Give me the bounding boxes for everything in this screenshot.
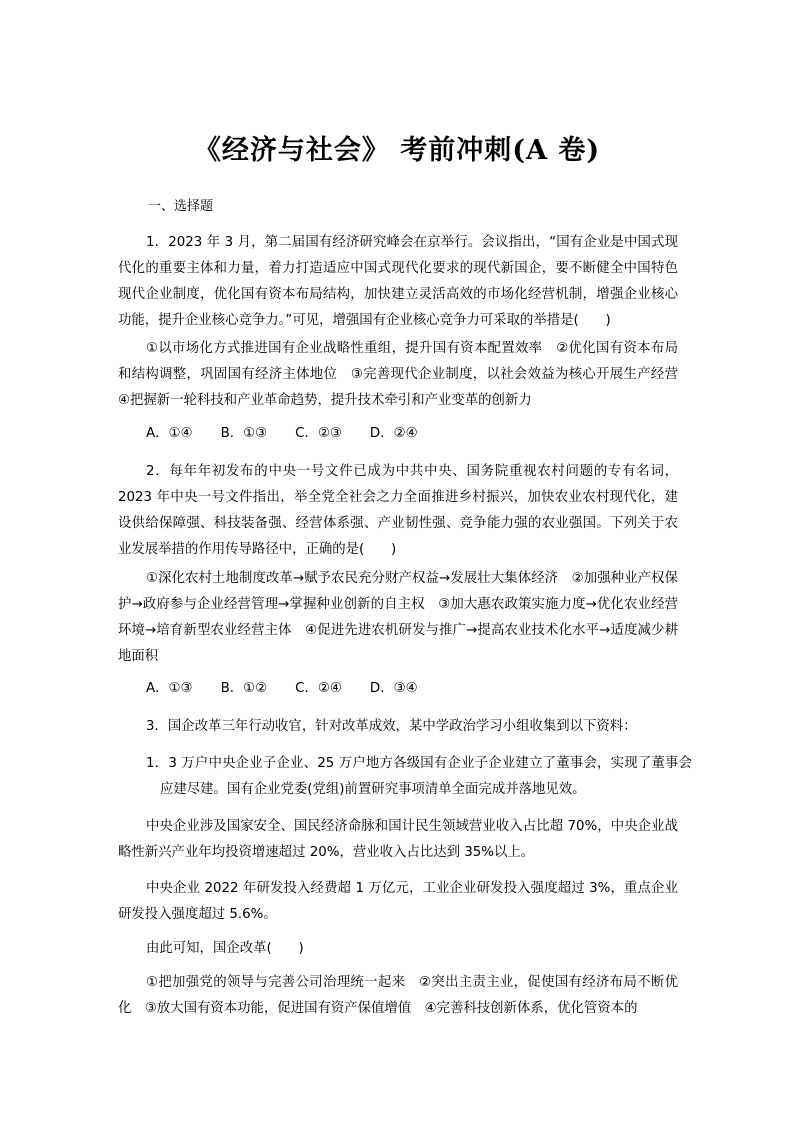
question-1-stem: 1．2023 年 3 月，第二届国有经济研究峰会在京举行。会议指出，“国有企业是中国式现代化的重要主体和力量，着力打造适应中国式现代化要求的现代新国企，要不断健全中国特色现代企业制度，优化国有资本布局结构，加快建立灵活高效的市场化经营机制，增强企业核心功能，提升企业核心竞争力。”可见，增强国有企业核心竞争力可采取的举措是( ) — [118, 235, 678, 328]
question-3-material-3: 中央企业 2022 年研发投入经费超 1 万亿元，工业企业研发投入强度超过 3%，重点企业研发投入强度超过 5.6%。 — [118, 881, 678, 922]
choice-b: B．①② — [220, 681, 268, 696]
question-3-material-1: 1．3 万户中央企业子企业、25 万户地方各级国有企业子企业建立了董事会，实现了董事会应建尽建。国有企业党委(党组)前置研究事项清单全面完成并落地见效。 — [146, 756, 692, 797]
section-heading: 一、选择题 — [148, 199, 214, 214]
question-3-material-2: 中央企业涉及国家安全、国民经济命脉和国计民生领域营业收入占比超 70%，中央企业战略性新兴产业年均投资增速超过 20%，营业收入占比达到 35%以上。 — [118, 819, 678, 860]
choice-c: C．②③ — [295, 426, 342, 441]
choice-a: A．①③ — [146, 681, 193, 696]
choice-a: A．①④ — [146, 426, 193, 441]
question-3-options: ①把加强党的领导与完善公司治理统一起来 ②突出主责主业，促使国有经济布局不断优化 ③放大国有资本功能，促进国有资产保值增值 ④完善科技创新体系，优化管资本的 — [118, 975, 678, 1016]
choice-d: D．②④ — [369, 426, 418, 441]
question-1-choices — [146, 421, 666, 447]
choice-b: B．①③ — [220, 426, 268, 441]
question-2-options: ①深化农村土地制度改革→赋予农民充分财产权益→发展壮大集体经济 ②加强种业产权保护→政府参与企业经营管理→掌握种业创新的自主权 ③加大惠农政策实施力度→优化农业经营环境→培育新型农业经营主体 ④促进先进农机研发与推广→提高农业技术化水平→适度减少耕地面积 — [118, 571, 678, 664]
choice-d: D．③④ — [369, 681, 418, 696]
question-1-options: ①以市场化方式推进国有企业战略性重组，提升国有资本配置效率 ②优化国有资本布局和结构调整，巩固国有经济主体地位 ③完善现代企业制度，以社会效益为核心开展生产经营 ④把握新一轮科技和产业革命趋势，提升技术牵引和产业变革的创新力 — [118, 341, 692, 408]
choice-c: C．②④ — [295, 681, 342, 696]
question-3-stem: 3．国企改革三年行动收官，针对改革成效，某中学政治学习小组收集到以下资料： — [146, 719, 637, 734]
question-2-stem: 2．每年年初发布的中央一号文件已成为中共中央、国务院重视农村问题的专有名词，2023 年中央一号文件指出，举全党全社会之力全面推进乡村振兴，加快农业农村现代化，建设供给保障强、科技装备强、经营体系强、产业韧性强、竞争能力强的农业强国。下列关于农业发展举措的作用传导路径中，正确的是( ) — [118, 464, 678, 557]
question-3-prompt: 由此可知，国企改革( ) — [146, 941, 304, 956]
question-2-choices — [146, 676, 666, 702]
page-title: 《经济与社会》 考前冲刺(A 卷) — [193, 135, 601, 166]
